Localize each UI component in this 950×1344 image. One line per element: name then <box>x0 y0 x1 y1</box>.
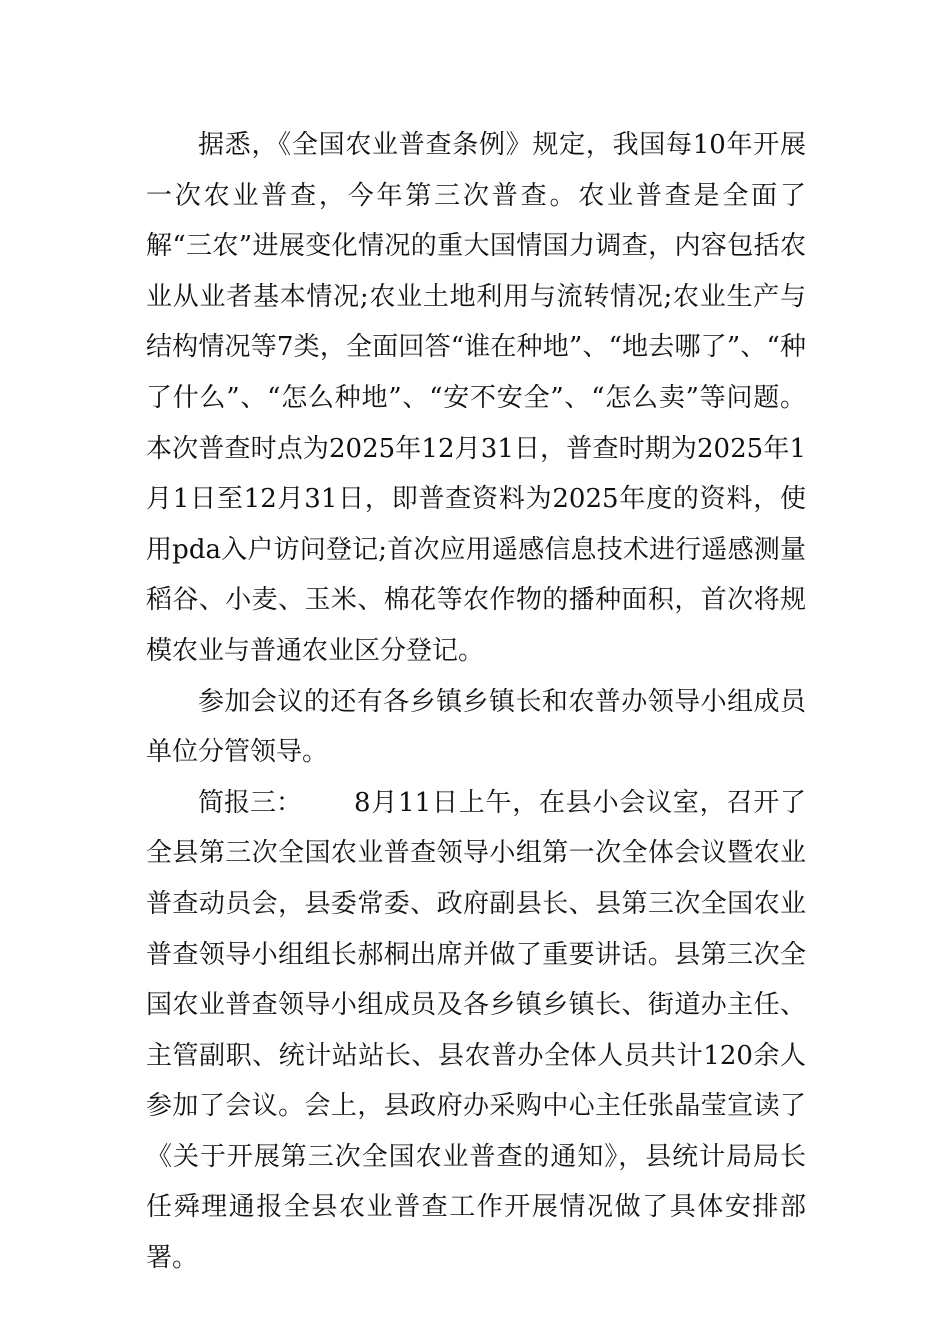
briefing-three-text: 8月11日上午，在县小会议室，召开了全县第三次全国农业普查领导小组第一次全体会议暨农业普查动员会，县委常委、政府副县长、县第三次全国农业普查领导小组组长郝桐出席并做了重要讲话。县第三次全国农业普查领导小组成员及各乡镇乡镇长、街道办主任、主管副职、统计站站长、县农普办全体人员共计120余人参加了会议。会上，县政府办采购中心主任张晶莹宣读了《关于开展第三次全国农业普查的通知》，县统计局局长任舜理通报全县农业普查工作开展情况做了具体安排部署。 <box>146 787 806 1274</box>
document-body <box>146 120 806 1284</box>
paragraph-census-overview: 据悉，《全国农业普查条例》规定，我国每10年开展一次农业普查，今年第三次普查。农业普查是全面了解“三农”进展变化情况的重大国情国力调查，内容包括农业从业者基本情况;农业土地利用与流转情况;农业生产与结构情况等7类，全面回答“谁在种地”、“地去哪了”、“种了什么”、“怎么种地”、“安不安全”、“怎么卖”等问题。本次普查时点为2025年12月31日，普查时期为2025年1月1日至12月31日，即普查资料为2025年度的资料，使用pda入户访问登记;首次应用遥感信息技术进行遥感测量稻谷、小麦、玉米、棉花等农作物的播种面积，首次将规模农业与普通农业区分登记。 <box>146 130 806 666</box>
briefing-label: 简报三： <box>198 787 303 818</box>
paragraph-briefing-three <box>146 778 806 1284</box>
paragraph-meeting-attendees: 参加会议的还有各乡镇乡镇长和农普办领导小组成员单位分管领导。 <box>146 686 806 768</box>
